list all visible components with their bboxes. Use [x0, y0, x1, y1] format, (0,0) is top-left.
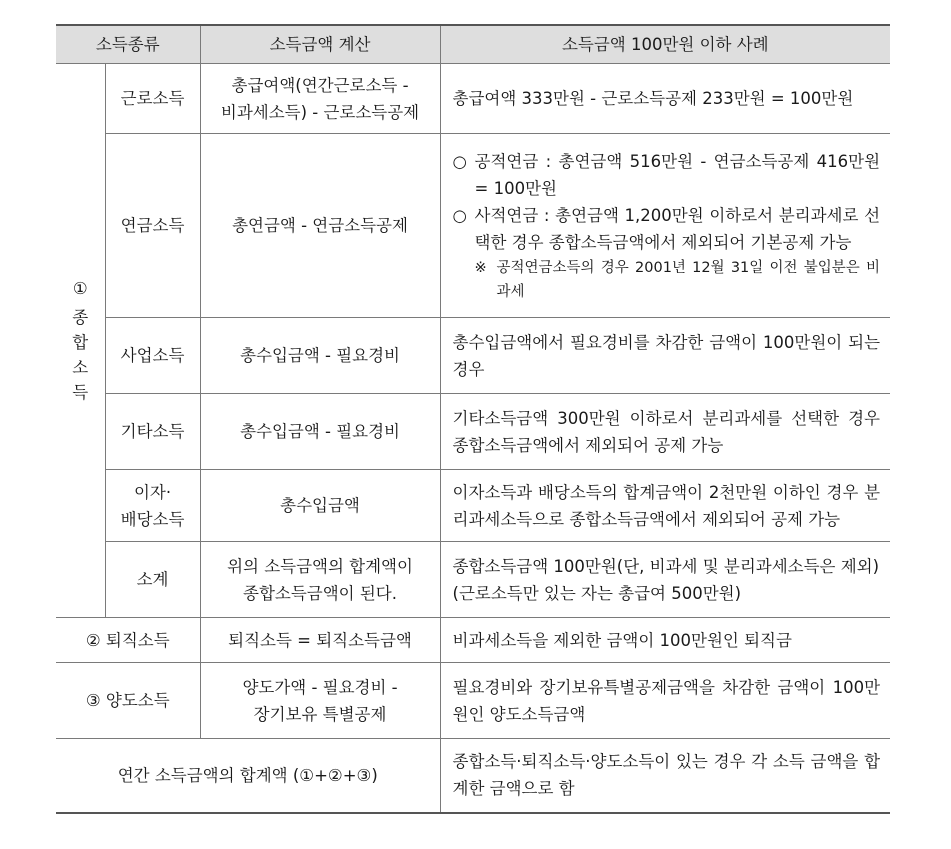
example-retirement: 비과세소득을 제외한 금액이 100만원인 퇴직금	[440, 618, 890, 663]
table-row	[56, 470, 890, 542]
calc-interest-dividend: 총수입금액	[200, 470, 440, 542]
example-transfer: 필요경비와 장기보유특별공제금액을 차감한 금액이 100만원인 양도소득금액	[440, 663, 890, 739]
header-income-type: 소득종류	[56, 25, 200, 64]
income-type-pension: 연금소득	[105, 134, 200, 318]
total-income-label: 연간 소득금액의 합계액 (①+②+③)	[56, 739, 440, 813]
calc-other: 총수입금액 - 필요경비	[200, 394, 440, 470]
income-type-transfer: ③ 양도소득	[56, 663, 200, 739]
calc-business: 총수입금액 - 필요경비	[200, 318, 440, 394]
table-row	[56, 618, 890, 663]
income-type-interest-dividend: 이자· 배당소득	[105, 470, 200, 542]
calc-subtotal: 위의 소득금액의 합계액이 종합소득금액이 된다.	[200, 542, 440, 618]
income-type-retirement: ② 퇴직소득	[56, 618, 200, 663]
example-pension	[440, 134, 890, 318]
income-table	[56, 24, 890, 814]
list-item: ○ 사적연금 : 총연금액 1,200만원 이하로서 분리과세로 선택한 경우 종합소득금액에서 제외되어 기본공제 가능	[452, 205, 881, 252]
income-type-other: 기타소득	[105, 394, 200, 470]
income-type-subtotal: 소계	[105, 542, 200, 618]
comprehensive-income-label: ① 종 합 소 득	[56, 64, 105, 618]
table-row	[56, 739, 890, 813]
example-wage: 총급여액 333만원 - 근로소득공제 233만원 = 100만원	[440, 64, 890, 134]
example-business: 총수입금액에서 필요경비를 차감한 금액이 100만원이 되는 경우	[440, 318, 890, 394]
example-subtotal: 종합소득금액 100만원(단, 비과세 및 분리과세소득은 제외) (근로소득만 있는 자는 총급여 500만원)	[440, 542, 890, 618]
pension-note: ※ 공적연금소득의 경우 2001년 12월 31일 이전 불입분은 비과세	[474, 259, 881, 300]
income-type-wage: 근로소득	[105, 64, 200, 134]
list-item: ○ 공적연금 : 총연금액 516만원 - 연금소득공제 416만원 = 100만원	[452, 151, 881, 198]
calc-pension: 총연금액 - 연금소득공제	[200, 134, 440, 318]
calc-wage: 총급여액(연간근로소득 - 비과세소득) - 근로소득공제	[200, 64, 440, 134]
example-other: 기타소득금액 300만원 이하로서 분리과세를 선택한 경우 종합소득금액에서 제외되어 공제 가능	[440, 394, 890, 470]
example-interest-dividend: 이자소득과 배당소득의 합계금액이 2천만원 이하인 경우 분리과세소득으로 종합소득금액에서 제외되어 공제 가능	[440, 470, 890, 542]
table-row	[56, 64, 890, 134]
table-row	[56, 542, 890, 618]
income-type-business: 사업소득	[105, 318, 200, 394]
table-row	[56, 663, 890, 739]
header-income-calc: 소득금액 계산	[200, 25, 440, 64]
table-header-row	[56, 25, 890, 64]
example-total: 종합소득·퇴직소득·양도소득이 있는 경우 각 소득 금액을 합계한 금액으로 함	[440, 739, 890, 813]
header-example: 소득금액 100만원 이하 사례	[440, 25, 890, 64]
calc-transfer: 양도가액 - 필요경비 - 장기보유 특별공제	[200, 663, 440, 739]
table-row	[56, 134, 890, 318]
table-row	[56, 318, 890, 394]
table-row	[56, 394, 890, 470]
calc-retirement: 퇴직소득 = 퇴직소득금액	[200, 618, 440, 663]
